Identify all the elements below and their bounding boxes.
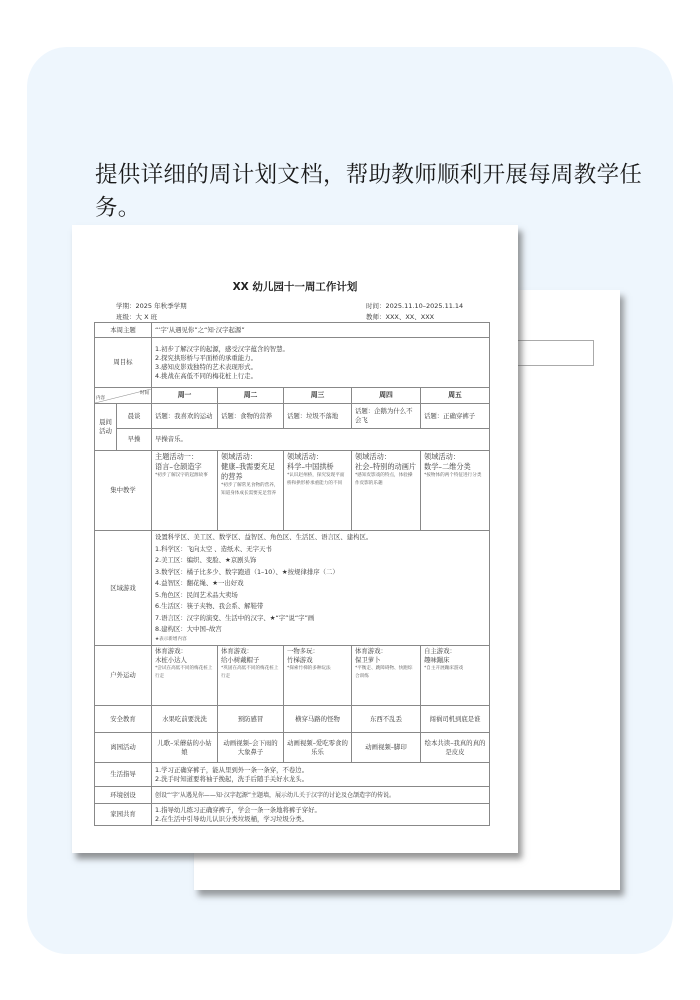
morning-label: 晨间活动 xyxy=(95,404,117,451)
headline: 提供详细的周计划文档，帮助教师顺利开展每周教学任务。 xyxy=(95,162,643,221)
life-row xyxy=(95,763,490,787)
corner-cell xyxy=(95,388,152,404)
teaching-cell: 领域活动： 社会–特别的动画片 *感知皮影戏的特点，体验操作皮影的乐趣 xyxy=(352,451,421,531)
leaving-label: 离园活动 xyxy=(95,733,152,763)
day-header: 周五 xyxy=(421,388,490,404)
leaving-cell: 绘本共读–我真的真的是皮皮 xyxy=(421,733,490,763)
teaching-label: 集中教学 xyxy=(95,451,152,531)
area-item: 2.美工区：编织、变脸、★京剧头饰 xyxy=(155,556,257,565)
leaving-cell: 动画视频–脚印 xyxy=(352,733,421,763)
teaching-cell: 领域活动： 健康–我需要充足的营养 *初步了解常见食物的营养，知道身体成长需要充足营养 xyxy=(218,451,284,531)
teaching-cell: 主题活动一： 语言–仓颉造字 *初步了解汉字的起源故事 xyxy=(152,451,218,531)
theme-row xyxy=(95,323,490,338)
day-header: 周一 xyxy=(152,388,218,404)
safety-row xyxy=(95,706,490,733)
home-label: 家园共育 xyxy=(95,804,152,826)
teaching-cell: 领域活动： 数学–二维分类 *按物体的两个特征进行分类 xyxy=(421,451,490,531)
talk-cell: 话题：我喜欢的运动 xyxy=(152,404,218,429)
outdoor-label: 户外运动 xyxy=(95,646,152,706)
weekly-plan-table xyxy=(94,322,490,826)
life-label: 生活指导 xyxy=(95,763,152,787)
semester-label: 学期：2025 年秋季学期 xyxy=(116,302,187,310)
outdoor-cell: 体育游戏： 给小树戴帽子 *巩固在高低不同的梅花桩上行走 xyxy=(218,646,284,706)
talk-cell: 话题：企鹅为什么不会飞 xyxy=(352,404,421,429)
front-page xyxy=(72,225,518,853)
teacher-label: 教师：XXX、XX、XXX xyxy=(366,313,435,321)
day-header: 周三 xyxy=(284,388,352,404)
back-page-box xyxy=(518,340,594,366)
leaving-cell: 动画视频–会下雨的大象鼻子 xyxy=(218,733,284,763)
teaching-cell: 领域活动： 科学–中国拱桥 *认识赵州桥，探究发现平面桥和拱形桥承重能力的不同 xyxy=(284,451,352,531)
area-item: 3.数学区：橘子比多少、数字跑道（1–10）、★按规律排序（二） xyxy=(155,567,339,576)
day-header: 周二 xyxy=(218,388,284,404)
day-header-row xyxy=(95,388,490,404)
area-item: 6.生活区：筷子夹物、我会系、解鞋带 xyxy=(155,602,264,611)
day-header: 周四 xyxy=(352,388,421,404)
home-cell: 1.指导幼儿练习正确穿裤子，学会一条一条地将裤子穿好。 2.在生活中引导幼儿认识分类垃圾桶，学习垃圾分类。 xyxy=(152,804,490,826)
talk-label: 晨谈 xyxy=(117,404,152,429)
areas-row xyxy=(95,531,490,646)
talk-cell: 话题：食物的营养 xyxy=(218,404,284,429)
outdoor-row xyxy=(95,646,490,706)
corner-top: 时间 xyxy=(140,390,149,396)
environment-cell: 创设“‘字’从遇见你——知·汉字起源”主题墙，展示幼儿关于汉字的讨论及仓颉造字的传说。 xyxy=(152,787,490,804)
goal-item: 4.挑战在高低不同的梅花桩上行走。 xyxy=(155,371,257,380)
theme-label: 本周主题 xyxy=(95,323,152,338)
safety-cell: 横穿马路的怪物 xyxy=(284,706,352,733)
morning-talk-row xyxy=(95,404,490,429)
leaving-cell: 动画视频–爱吃零食的乐乐 xyxy=(284,733,352,763)
environment-label: 环境创设 xyxy=(95,787,152,804)
talk-cell: 话题：正确穿裤子 xyxy=(421,404,490,429)
safety-cell: 预防感冒 xyxy=(218,706,284,733)
areas-cell: 设置科学区、美工区、数学区、益智区、角色区、生活区、语言区、建构区。 1.科学区：飞向太空 、造纸术、无字天书 2.美工区：编织、变脸、★京剧头饰 3.数学区：橘子比多少、数字跑道（1–10）、★按规律排序（二） 4.益智区：翻花绳、★一出好戏 5.角色区：民间艺术品大卖场 6.生活区：筷子夹物、我会系、解鞋带 7.语言区：汉字的演变、生活中的汉字、★“字”说“字”画 8.建构区：大中国–故宫 ★表示新增内容 xyxy=(152,531,490,646)
goal-item: 3.感知皮影戏独特的艺术表现形式。 xyxy=(155,362,257,371)
leaving-cell: 儿歌–采蘑菇的小姑娘 xyxy=(152,733,218,763)
safety-cell: 闯祸司机到底是谁 xyxy=(421,706,490,733)
outdoor-cell: 体育游戏： 木桩小达人 *尝试在高低不同的梅花桩上行走 xyxy=(152,646,218,706)
area-item: 4.益智区：翻花绳、★一出好戏 xyxy=(155,579,244,588)
areas-note: ★表示新增内容 xyxy=(155,636,187,642)
class-label: 班级：大 X 班 xyxy=(116,313,158,321)
goal-item: 1.初步了解汉字的起源，感受汉字蕴含的智慧。 xyxy=(155,344,289,353)
leaving-row xyxy=(95,733,490,763)
goals-cell xyxy=(152,338,490,388)
outdoor-cell: 一物多玩： 竹梯游戏 *探索竹梯的多种玩法 xyxy=(284,646,352,706)
area-item: 8.建构区：大中国–故宫 xyxy=(155,625,222,634)
goals-label: 周目标 xyxy=(95,338,152,388)
exercise-label: 早操 xyxy=(117,429,152,451)
area-item: 7.语言区：汉字的演变、生活中的汉字、★“字”说“字”画 xyxy=(155,613,315,622)
environment-row xyxy=(95,787,490,804)
safety-cell: 东西不乱丢 xyxy=(352,706,421,733)
exercise-value: 早操音乐。 xyxy=(152,429,490,451)
time-label: 时间：2025.11.10–2025.11.14 xyxy=(366,302,464,310)
theme-value: “‘字’从遇见你”之“知·汉字起源” xyxy=(152,323,490,338)
life-cell: 1.学习正确穿裤子，能从里到外一条一条穿，不卷边。 2.洗手时知道要将袖子挽起，洗手后随手关好水龙头。 xyxy=(152,763,490,787)
teaching-row xyxy=(95,451,490,531)
safety-cell: 水果吃前要洗洗 xyxy=(152,706,218,733)
outdoor-cell: 体育游戏： 保卫萝卜 *平衡走、跳障碍物、快跑综合训练 xyxy=(352,646,421,706)
area-item: 1.科学区：飞向太空 、造纸术、无字天书 xyxy=(155,544,272,553)
area-item: 5.角色区：民间艺术品大卖场 xyxy=(155,590,238,599)
exercise-row xyxy=(95,429,490,451)
goals-row xyxy=(95,338,490,388)
home-row xyxy=(95,804,490,826)
safety-label: 安全教育 xyxy=(95,706,152,733)
goal-item: 2.探究拱形桥与平面桥的承重能力。 xyxy=(155,353,257,362)
outdoor-cell: 自主游戏： 趣味蹦床 *自主开展蹦床游戏 xyxy=(421,646,490,706)
areas-label: 区域游戏 xyxy=(95,531,152,646)
talk-cell: 话题：垃圾不落地 xyxy=(284,404,352,429)
corner-bottom: 内容 xyxy=(96,395,105,401)
document-title: XX 幼儿园十一周工作计划 xyxy=(232,281,358,293)
